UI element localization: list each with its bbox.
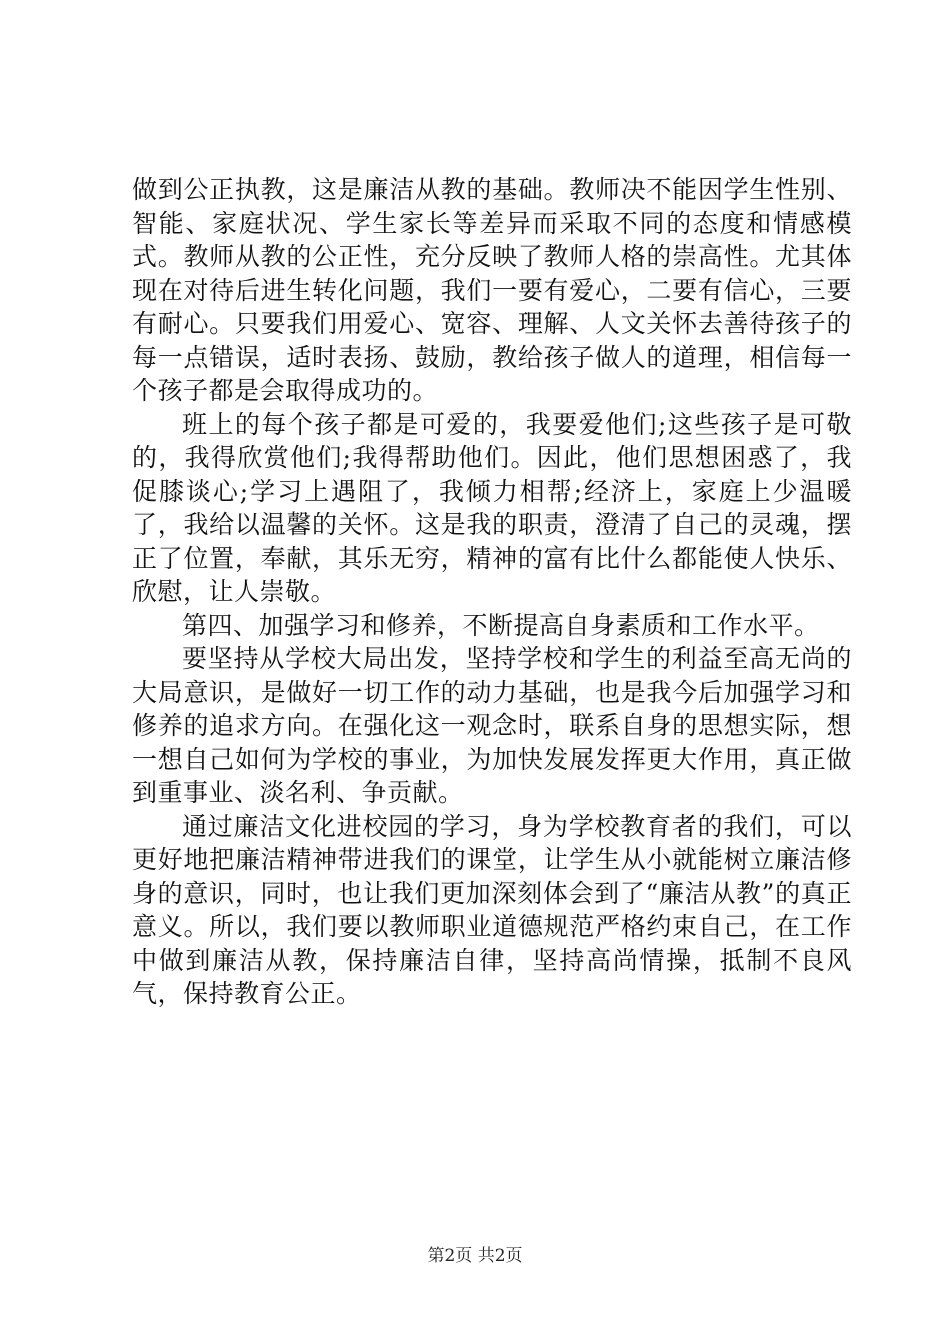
- paragraph-1: 做到公正执教，这是廉洁从教的基础。教师决不能因学生性别、智能、家庭状况、学生家长等差异而采取不同的态度和情感模式。教师从教的公正性，充分反映了教师人格的崇高性。尤其体现在对待后进生转化问题，我们一要有爱心，二要有信心，三要有耐心。只要我们用爱心、宽容、理解、人文关怀去善待孩子的每一点错误，适时表扬、鼓励，教给孩子做人的道理，相信每一个孩子都是会取得成功的。: [132, 175, 852, 405]
- paragraph-3-heading: 第四、加强学习和修养，不断提高自身素质和工作水平。: [182, 610, 820, 640]
- paragraph-4: 要坚持从学校大局出发，坚持学校和学生的利益至高无尚的大局意识，是做好一切工作的动力基础，也是我今后加强学习和修养的追求方向。在强化这一观念时，联系自身的思想实际，想一想自己如何为学校的事业，为加快发展发挥更大作用，真正做到重事业、淡名利、争贡献。: [132, 644, 852, 807]
- paragraph-2: 班上的每个孩子都是可爱的，我要爱他们;这些孩子是可敬的，我得欣赏他们;我得帮助他们。因此，他们思想困惑了，我促膝谈心;学习上遇阻了，我倾力相帮;经济上，家庭上少温暖了，我给以温馨的关怀。这是我的职责，澄清了自己的灵魂，摆正了位置，奉献，其乐无穷，精神的富有比什么都能使人快乐、欣慰，让人崇敬。: [132, 409, 852, 606]
- document-body: [132, 173, 852, 1011]
- page-number-label: 第2页 共2页: [427, 1246, 523, 1266]
- paragraph-5: 通过廉洁文化进校园的学习，身为学校教育者的我们，可以更好地把廉洁精神带进我们的课堂，让学生从小就能树立廉洁修身的意识，同时，也让我们更加深刻体会到了“廉洁从教”的真正意义。所以，我们要以教师职业道德规范严格约束自己，在工作中做到廉洁从教，保持廉洁自律，坚持高尚情操，抵制不良风气，保持教育公正。: [132, 811, 852, 1008]
- page-footer: [0, 1245, 950, 1267]
